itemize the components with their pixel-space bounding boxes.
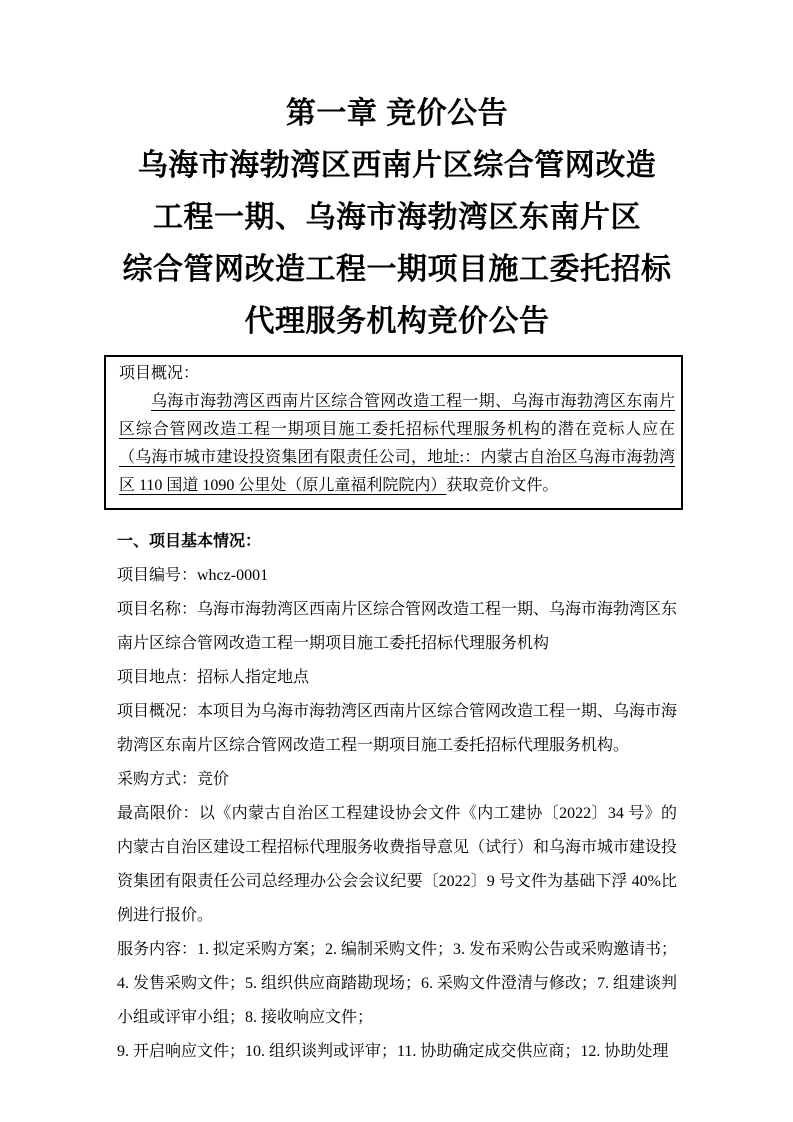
project-overview: 项目概况：本项目为乌海市海勃湾区西南片区综合管网改造工程一期、乌海市海勃湾区东南片区综合管网改造工程一期项目施工委托招标代理服务机构。 [117, 703, 678, 754]
project-location: 项目地点：招标人指定地点 [117, 669, 310, 686]
overview-box-paragraph [119, 388, 675, 500]
service-content-continued: 9. 开启响应文件；10. 组织谈判或评审；11. 协助确定成交供应商；12. 协助处理 [117, 1043, 669, 1060]
document-title [117, 88, 677, 348]
project-name: 项目名称：乌海市海勃湾区西南片区综合管网改造工程一期、乌海市海勃湾区东南片区综合管网改造工程一期项目施工委托招标代理服务机构 [117, 601, 678, 652]
title-line-4: 综合管网改造工程一期项目施工委托招标 [122, 253, 672, 286]
overview-run-plain-2: 获取竞价文件。 [446, 477, 559, 494]
procurement-method: 采购方式：竞价 [117, 771, 230, 788]
service-content: 服务内容：1. 拟定采购方案；2. 编制采购文件；3. 发布采购公告或采购邀请书；4. 发售采购文件；5. 组织供应商踏勘现场；6. 采购文件澄清与修改；7. 组建谈判小组或评审小组；8. 接收响应文件； [117, 941, 678, 1026]
basic-info-section [117, 525, 677, 1069]
section-heading-basic-info: 一、项目基本情况： [117, 533, 262, 550]
project-number: 项目编号：whcz-0001 [117, 567, 269, 584]
overview-run-plain-1: 的潜在竞标人应在 [540, 421, 675, 438]
document-content [117, 0, 677, 1069]
project-overview-box [104, 355, 683, 510]
overview-run-underlined-1: 乌海市海勃湾区西南片区综合管网改造工程一期、乌海市海勃湾区东南片区综合管网改造工程一期项目施工委托招标代理服务机构 [119, 393, 675, 438]
max-price-limit: 最高限价：以《内蒙古自治区工程建设协会文件《内工建协〔2022〕34 号》的内蒙古自治区建设工程招标代理服务收费指导意见（试行）和乌海市城市建设投资集团有限责任公司总经理办公会会议纪要〔2022〕9 号文件为基础下浮 40%比例进行报价。 [117, 805, 678, 924]
title-line-5: 代理服务机构竞价公告 [244, 305, 550, 338]
title-line-chapter: 第一章 竞价公告 [285, 97, 509, 130]
title-line-3: 工程一期、乌海市海勃湾区东南片区 [153, 201, 641, 234]
overview-box-label: 项目概况： [119, 365, 200, 382]
title-line-2: 乌海市海勃湾区西南片区综合管网改造 [137, 149, 657, 182]
overview-run-underlined-2: （乌海市城市建设投资集团有限责任公司，地址:：内蒙古自治区乌海市海勃湾区 110 国道 1090 公里处（原儿童福利院院内） [119, 449, 675, 494]
